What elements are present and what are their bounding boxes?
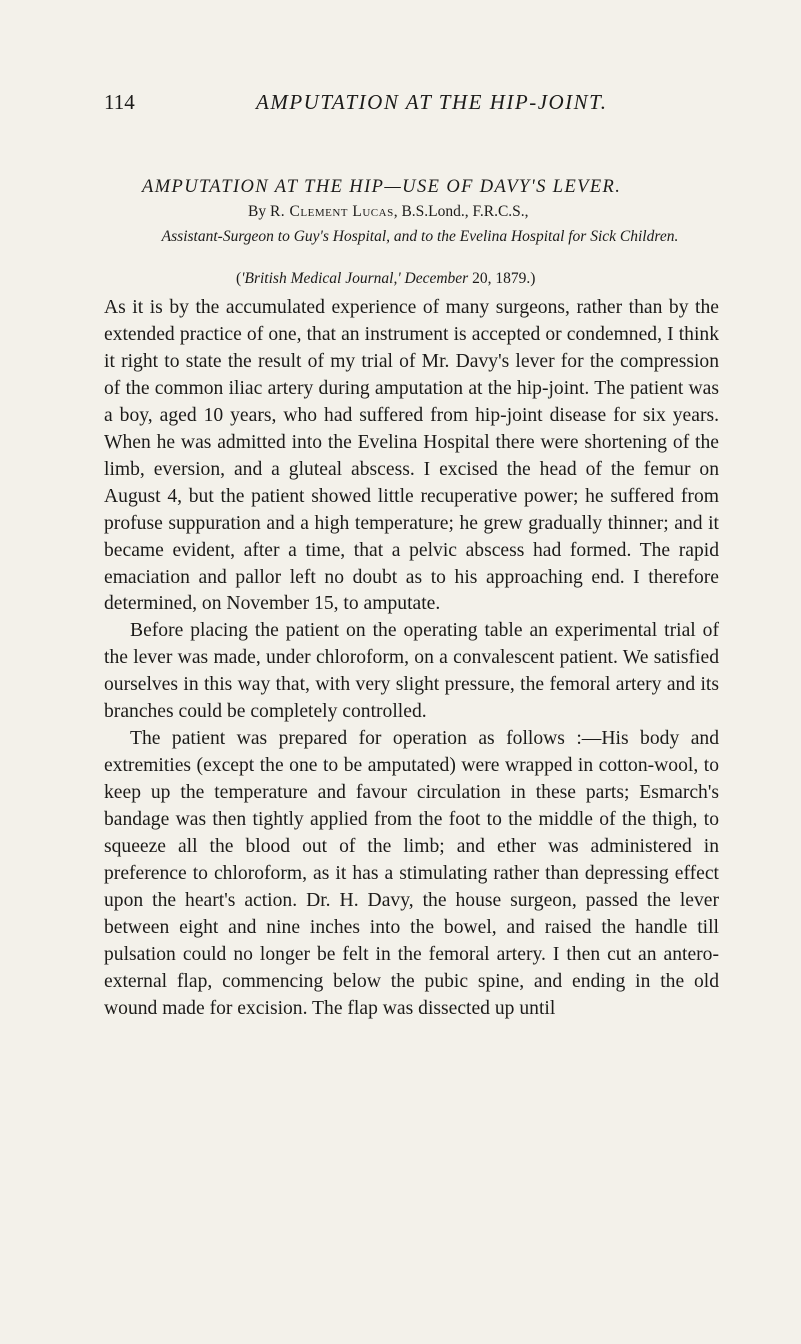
author-name: R. Clement Lucas [269, 203, 394, 220]
source-date: 20, 1879.) [468, 270, 536, 287]
paragraph-2: Before placing the patient on the operating table an experimental trial of the lever was made, under chloroform, on a convalescent patient. We satisfied ourselves in this way that, with very slight pressure, the femoral artery and its branches could be completely controlled. [104, 620, 719, 723]
article-title: AMPUTATION AT THE HIP—USE OF DAVY'S LEVER. [142, 177, 622, 197]
author-affiliation: Assistant-Surgeon to Guy's Hospital, and to the Evelina Hospital for Sick Children. [161, 228, 679, 245]
source-journal: 'British Medical Journal,' December [241, 270, 469, 287]
author-credentials: , B.S.Lond., F.R.C.S., [393, 203, 529, 220]
page-number: 114 [104, 90, 135, 114]
paragraph-3: The patient was prepared for operation as follows :—His body and extremities (except the one to be amputated) were wrapped in cotton-wool, to keep up the temperature and favour circulation in these parts; Esmarch's bandage was then tightly applied from the foot to the middle of the thigh, to squeeze all the blood out of the limb; and ether was administered in preference to chloroform, as it has a stimulating rather than depressing effect upon the heart's action. Dr. H. Davy, the house surgeon, passed the lever between eight and nine inches into the bowel, and raised the handle till pulsation could no longer be felt in the femoral artery. I then cut an antero-external flap, commencing below the pubic spine, and ending in the old wound made for excision. The flap was dissected up until [104, 728, 719, 1019]
source-open-paren: ( [236, 270, 242, 287]
byline [248, 203, 529, 221]
running-head [104, 90, 724, 120]
running-head-title: AMPUTATION AT THE HIP-JOINT. [256, 90, 608, 114]
source-citation [236, 270, 535, 288]
paragraph-1: As it is by the accumulated experience of many surgeons, rather than by the extended practice of one, that an instrument is accepted or condemned, I think it right to state the result of my trial of Mr. Davy's lever for the compression of the common iliac artery during amputation at the hip-joint. The patient was a boy, aged 10 years, who had suffered from hip-joint disease for six years. When he was admitted into the Evelina Hospital there were shortening of the limb, eversion, and a gluteal abscess. I excised the head of the femur on August 4, but the patient showed little recuperative power; he suffered from profuse suppuration and a high temperature; he grew gradually thinner; and it became evident, after a time, that a pelvic abscess had formed. The rapid emaciation and pallor left no doubt as to his approaching end. I therefore determined, on November 15, to amputate. [104, 297, 719, 615]
byline-prefix: By [248, 203, 267, 220]
body-text [104, 295, 719, 1023]
